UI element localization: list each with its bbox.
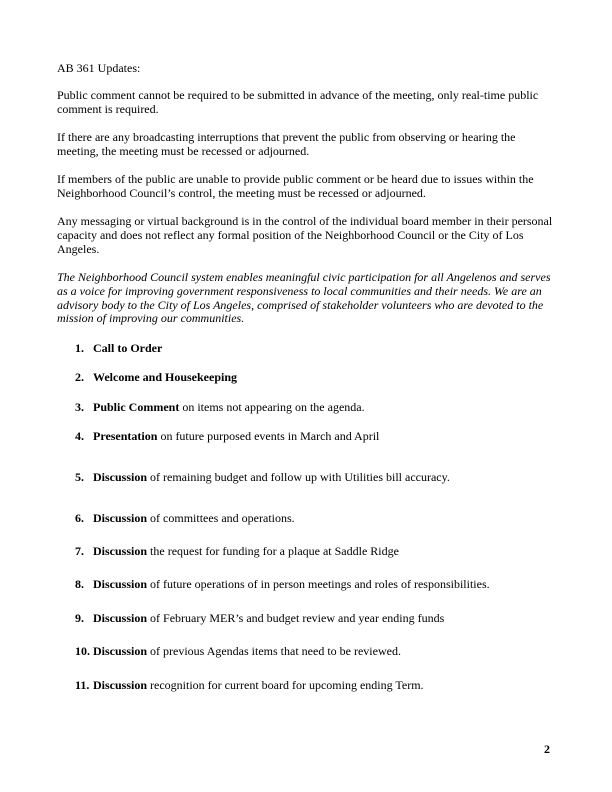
agenda-item-label: Public Comment (93, 400, 180, 414)
agenda-item-number: 10. (75, 644, 90, 658)
agenda-item-number: 7. (75, 544, 84, 558)
mission-line: as a voice for improving government responsiveness to local communities and their needs. We are an (57, 283, 542, 298)
agenda-item-number: 5. (75, 470, 84, 484)
agenda-item-label: Welcome and Housekeeping (93, 370, 238, 384)
paragraph-line: capacity and does not reflect any formal position of the Neighborhood Council or the City of Los (57, 227, 524, 242)
agenda-item (75, 678, 424, 692)
agenda-item-text: on future purposed events in March and April (157, 429, 380, 443)
paragraph-line: Any messaging or virtual background is in the control of the individual board member in their personal (57, 214, 553, 228)
paragraph-broadcast-interruptions (57, 131, 557, 159)
mission-line: advisory body to the City of Los Angeles, comprised of stakeholder volunteers who are devoted to the (57, 297, 544, 312)
agenda-item-text: of previous Agendas items that need to be reviewed. (147, 644, 401, 658)
agenda-item-label: Discussion (93, 511, 148, 525)
agenda-item-label: Discussion (93, 470, 148, 484)
agenda-item-number: 8. (75, 577, 84, 591)
agenda-item-number: 9. (75, 611, 84, 625)
agenda-item-number: 6. (75, 511, 84, 525)
mission-line: The Neighborhood Council system enables meaningful civic participation for all Angelenos and serves (57, 270, 551, 284)
paragraph-virtual-background (57, 215, 557, 256)
agenda-item (75, 577, 490, 591)
agenda-item (75, 429, 379, 443)
agenda-item (75, 470, 450, 484)
agenda-item-text: on items not appearing on the agenda. (179, 400, 365, 414)
mission-statement (57, 271, 557, 326)
paragraph-public-comment (57, 89, 557, 117)
agenda-item-number: 3. (75, 400, 84, 414)
paragraph-line: If members of the public are unable to provide public comment or be heard due to issues within the (57, 172, 534, 186)
agenda-item (75, 370, 237, 384)
paragraph-line: Neighborhood Council’s control, the meeting must be recessed or adjourned. (57, 185, 426, 200)
page-number: 2 (544, 742, 550, 756)
paragraph-unable-to-comment (57, 173, 557, 201)
agenda-item-text: the request for funding for a plaque at Saddle Ridge (147, 544, 399, 558)
agenda-item (75, 611, 444, 625)
agenda-item-number: 11. (75, 678, 90, 692)
agenda-item (75, 544, 399, 558)
paragraph-line: Public comment cannot be required to be submitted in advance of the meeting, only real-time public (57, 88, 539, 102)
agenda-item-label: Discussion (93, 678, 148, 692)
paragraph-line: If there are any broadcasting interruptions that prevent the public from observing or hearing the (57, 130, 516, 144)
agenda-item-label: Call to Order (93, 341, 163, 355)
agenda-item-number: 2. (75, 370, 84, 384)
agenda-item-label: Discussion (93, 577, 148, 591)
agenda-item-text: recognition for current board for upcoming ending Term. (147, 678, 424, 692)
agenda-item (75, 341, 162, 355)
section-heading: AB 361 Updates: (57, 61, 141, 75)
agenda-item (75, 511, 295, 525)
paragraph-line: comment is required. (57, 101, 159, 116)
agenda-item-label: Presentation (93, 429, 158, 443)
mission-line: mission of improving our communities. (57, 311, 245, 326)
agenda-item-text: of committees and operations. (147, 511, 295, 525)
agenda-item-number: 4. (75, 429, 84, 443)
agenda-item (75, 644, 401, 658)
agenda-item-label: Discussion (93, 644, 148, 658)
agenda-item-text: of February MER’s and budget review and year ending funds (147, 611, 445, 625)
agenda-item-text: of remaining budget and follow up with Utilities bill accuracy. (147, 470, 450, 484)
paragraph-line: meeting, the meeting must be recessed or adjourned. (57, 143, 310, 158)
agenda-item-label: Discussion (93, 544, 148, 558)
agenda-item-label: Discussion (93, 611, 148, 625)
agenda-item (75, 400, 365, 414)
agenda-item-number: 1. (75, 341, 84, 355)
paragraph-line: Angeles. (57, 241, 100, 256)
agenda-item-text: of future operations of in person meetings and roles of responsibilities. (147, 577, 490, 591)
